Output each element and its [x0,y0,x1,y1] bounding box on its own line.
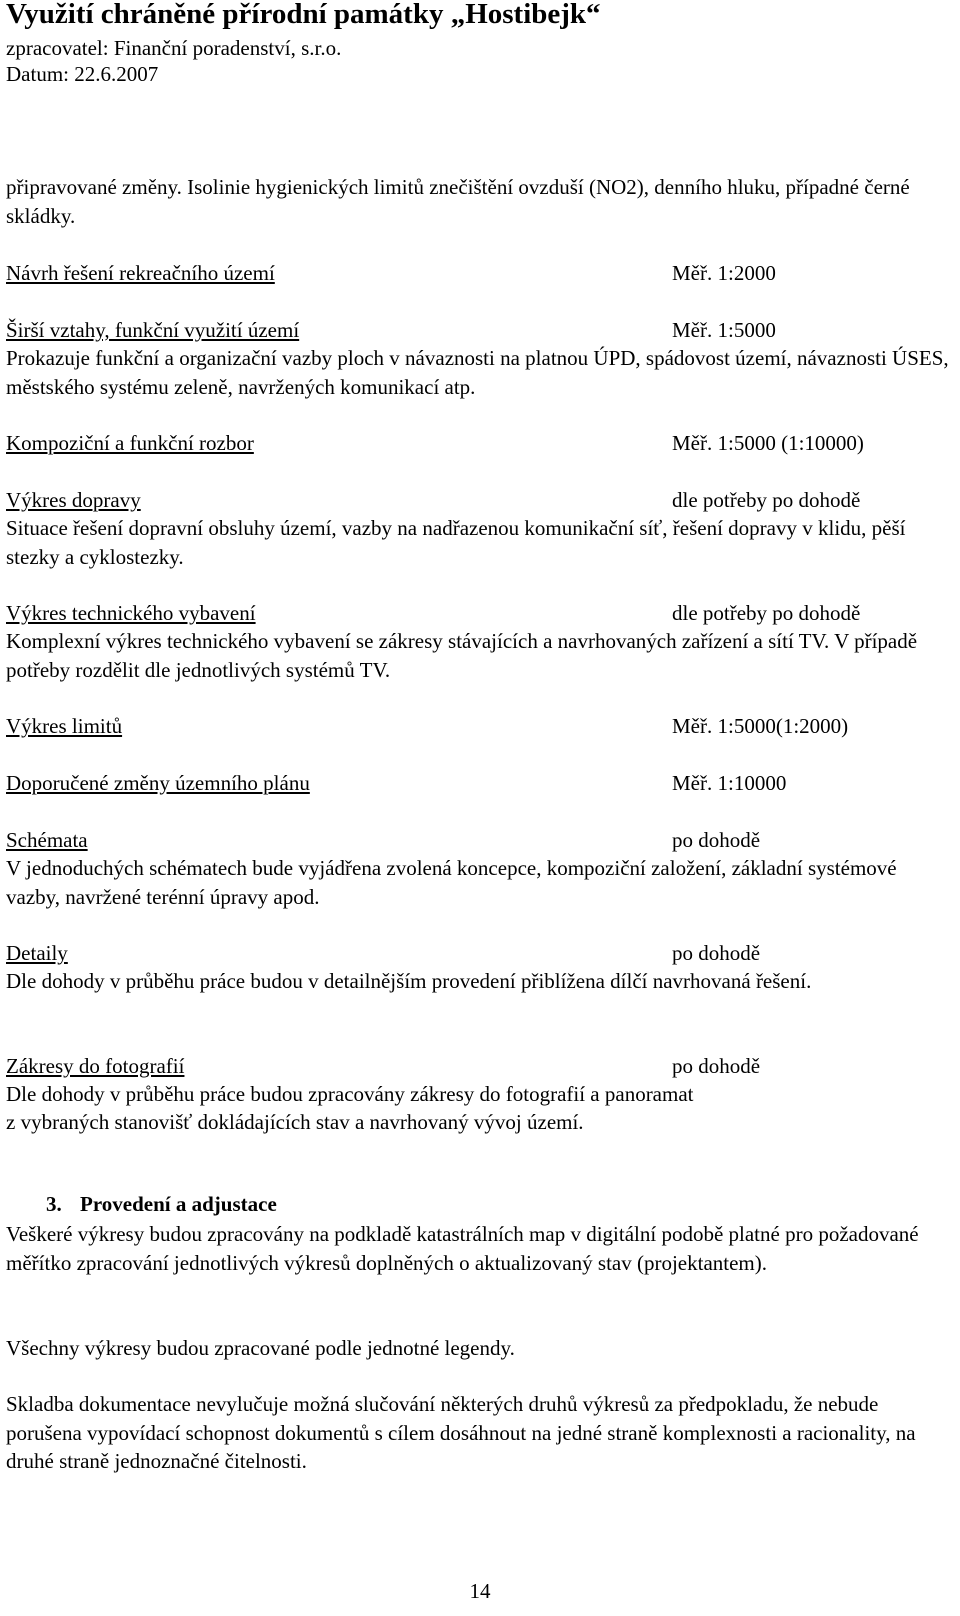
item-doprava-text: Situace řešení dopravní obsluhy území, vazby na nadřazenou komunikační síť, řešení dopravy v klidu, pěší stezky a cyklostezky. [6,516,906,569]
item-kompozicni-scale: Měř. 1:5000 (1:10000) [672,431,864,455]
item-sirsi-text: Prokazuje funkční a organizační vazby ploch v návaznosti na platnou ÚPD, spádovost území, návaznosti ÚSES, městského systému zeleně, navržených komunikací atp. [6,346,949,399]
intro-paragraph: připravované změny. Isolinie hygienických limitů znečištění ovzduší (NO2), denního hluku, případné černé skládky. [6,175,910,228]
item-navrh-title: Návrh řešení rekreačního území [6,261,275,285]
section-3-heading [46,1192,277,1217]
item-schemata-scale: po dohodě [672,828,761,852]
item-detaily-text: Dle dohody v průběhu práce budou v detailnějším provedení přiblížena dílčí navrhovaná řešení. [6,969,812,993]
item-navrh-scale: Měř. 1:2000 [672,261,776,285]
document-title: Využití chráněné přírodní památky „Hostibejk“ [6,0,601,30]
item-fotografie-text-line1: Dle dohody v průběhu práce budou zpracovány zákresy do fotografií a panoramat [6,1082,694,1106]
item-zmeny-title: Doporučené změny územního plánu [6,771,310,795]
item-sirsi-scale: Měř. 1:5000 [672,318,776,342]
section-3-paragraph-1: Veškeré výkresy budou zpracovány na podkladě katastrálních map v digitální podobě platné pro požadované měřítko zpracování jednotlivých výkresů doplněných o aktualizovaný stav (projektantem). [6,1222,919,1275]
section-3-paragraph-3: Skladba dokumentace nevylučuje možná slučování některých druhů výkresů za předpokladu, že nebude porušena vypovídací schopnost dokumentů s cílem dosáhnout na jedné straně komplexnosti a racionality, na druhé straně jednoznačné čitelnosti. [6,1392,916,1474]
item-technicke-scale: dle potřeby po dohodě [672,601,861,625]
item-detaily-scale: po dohodě [672,941,761,965]
item-technicke-text: Komplexní výkres technického vybavení se zákresy stávajících a navrhovaných zařízení a sítí TV. V případě potřeby rozdělit dle jednotlivých systémů TV. [6,629,918,682]
item-schemata-text: V jednoduchých schématech bude vyjádřena zvolená koncepce, kompoziční založení, základní systémové vazby, navržené terénní úpravy apod. [6,856,897,909]
item-limity-scale: Měř. 1:5000(1:2000) [672,714,849,738]
item-fotografie-title: Zákresy do fotografií [6,1054,185,1078]
section-3-number: 3. [46,1192,62,1216]
item-fotografie-scale: po dohodě [672,1054,761,1078]
item-fotografie-text-line2: z vybraných stanovišť dokládajících stav a navrhovaný vývoj území. [6,1110,584,1134]
document-date: Datum: 22.6.2007 [6,62,159,86]
item-technicke-title: Výkres technického vybavení [6,601,256,625]
section-3-paragraph-2: Všechny výkresy budou zpracované podle jednotné legendy. [6,1336,515,1360]
item-kompozicni-title: Kompoziční a funkční rozbor [6,431,254,455]
item-doprava-scale: dle potřeby po dohodě [672,488,861,512]
page-number: 14 [469,1579,491,1603]
section-3-title: Provedení a adjustace [80,1192,277,1216]
item-limity-title: Výkres limitů [6,714,123,738]
item-schemata-title: Schémata [6,828,88,852]
item-detaily-title: Detaily [6,941,68,965]
item-sirsi-title: Širší vztahy, funkční využití území [6,318,300,342]
item-doprava-title: Výkres dopravy [6,488,141,512]
document-author: zpracovatel: Finanční poradenství, s.r.o. [6,36,342,60]
item-zmeny-scale: Měř. 1:10000 [672,771,787,795]
